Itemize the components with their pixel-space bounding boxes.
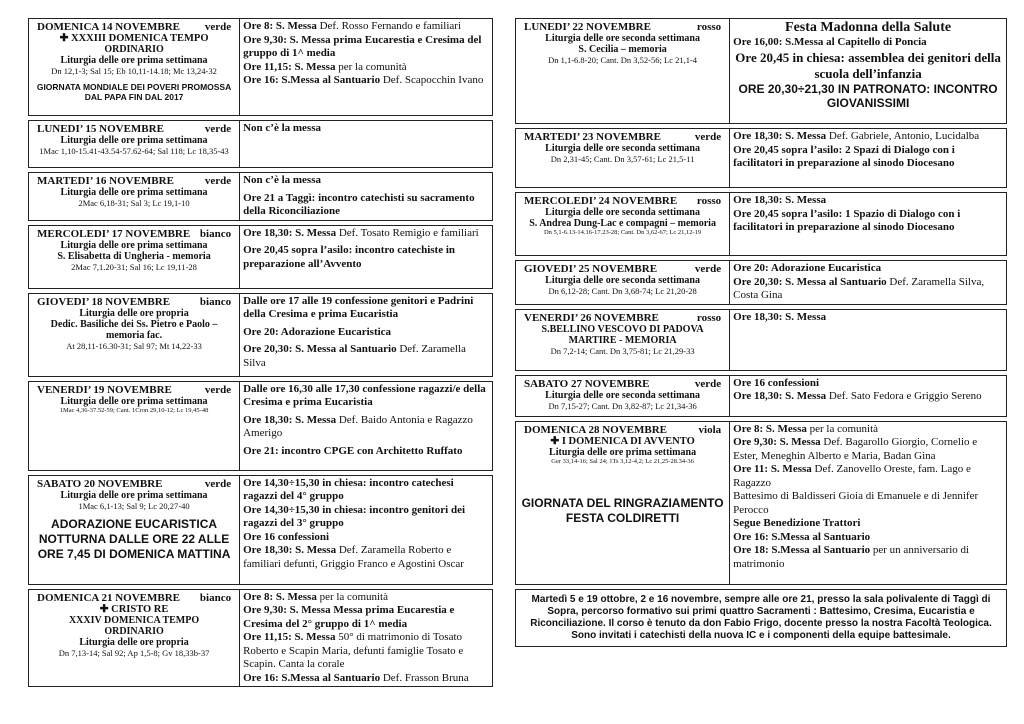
feast-line: S.BELLINO VESCOVO DI PADOVA bbox=[541, 323, 704, 335]
day-title: VENERDI’ 26 NOVEMBRE bbox=[524, 311, 659, 324]
event-detail: 50° di matrimonio di Tosato Roberto e Scapin Maria, defunti famiglie Tosato e Scapin. Canta la corale bbox=[243, 631, 464, 670]
event-highlight: Ore 18,30: S. Messa bbox=[243, 544, 337, 556]
day-cell bbox=[29, 173, 240, 220]
liturgical-color: rosso bbox=[696, 311, 722, 324]
day-row bbox=[515, 192, 1007, 256]
liturgical-color: verde bbox=[204, 477, 232, 490]
day-title: MARTEDI’ 23 NOVEMBRE bbox=[524, 131, 661, 143]
event-item bbox=[733, 262, 1003, 276]
liturgical-color: bianco bbox=[199, 295, 232, 308]
event-item bbox=[733, 517, 1003, 531]
event-detail: Def. Bagarollo Giorgio, Cornelio e Ester, Meneghin Alberto e Maria, Badan Gina bbox=[733, 436, 978, 462]
event-detail: Def. Zanovello Oreste, fam. Lago e Ragazzo bbox=[733, 463, 971, 489]
event-highlight: Ore 20,45 sopra l’asilo: 1 Spazio di Dialogo con i facilitatori in preparazione al sinodo Diocesano bbox=[733, 207, 961, 233]
readings: Dn 5,1-6.13-14.16-17.23-28; Cant. Dn 3,62-67; Lc 21,12-19 bbox=[543, 229, 702, 236]
events-cell bbox=[730, 376, 1006, 416]
events-title: Festa Madonna della Salute bbox=[785, 20, 952, 35]
event-highlight: Ore 8: S. Messa bbox=[243, 590, 317, 603]
day-row bbox=[28, 293, 493, 377]
event-item bbox=[243, 604, 489, 631]
event-highlight: Ore 16 confessioni bbox=[243, 530, 330, 543]
event-item bbox=[243, 591, 489, 605]
special-note: FESTA COLDIRETTI bbox=[565, 510, 680, 525]
event-highlight: ORE 20,30÷21,30 IN PATRONATO: INCONTRO GIOVANISSIMI bbox=[738, 81, 998, 110]
event-item bbox=[243, 326, 489, 340]
liturgical-color: bianco bbox=[199, 227, 232, 240]
feast-line: XXXIV DOMENICA TEMPO bbox=[68, 614, 200, 626]
event-detail: Def. Sato Fedora e Griggio Sereno bbox=[826, 390, 982, 402]
events-cell bbox=[240, 19, 492, 115]
right-column bbox=[515, 18, 1007, 647]
day-header bbox=[520, 195, 725, 207]
event-item bbox=[733, 50, 1003, 82]
event-item bbox=[733, 36, 1003, 50]
day-header bbox=[520, 378, 725, 390]
events-cell bbox=[730, 422, 1006, 584]
events-cell bbox=[730, 193, 1006, 255]
event-detail: Def. Zaramella Silva, Costa Gina bbox=[733, 275, 985, 301]
day-title: MARTEDI’ 16 NOVEMBRE bbox=[37, 175, 174, 187]
event-item bbox=[243, 477, 489, 504]
readings: Dn 7,13-14; Sal 92; Ap 1,5-8; Gv 18,33b-37 bbox=[58, 647, 210, 658]
events-cell bbox=[240, 121, 492, 167]
special-note: GIORNATA DEL RINGRAZIAMENTO bbox=[521, 495, 724, 510]
event-highlight: Ore 9,30: S. Messa Messa prima Eucarestia e Cresima del 2° gruppo di 1^ media bbox=[243, 604, 455, 630]
readings: Dn 7,2-14; Cant. Dn 3,75-81; Lc 21,29-33 bbox=[550, 345, 695, 356]
day-title: DOMENICA 21 NOVEMBRE bbox=[37, 591, 181, 604]
event-highlight: Ore 18,30: S. Messa bbox=[243, 413, 337, 426]
event-item bbox=[243, 631, 489, 672]
day-title: LUNEDI’ 22 NOVEMBRE bbox=[524, 21, 651, 33]
day-row bbox=[28, 225, 493, 289]
liturgical-color: rosso bbox=[696, 21, 722, 33]
event-highlight: Ore 9,30: S. Messa bbox=[733, 436, 821, 448]
event-highlight: Ore 20,30: S. Messa al Santuario bbox=[733, 275, 887, 288]
events-cell bbox=[240, 590, 492, 687]
day-header bbox=[33, 175, 235, 187]
feast-line: S. Elisabetta di Ungheria - memoria bbox=[57, 250, 211, 262]
day-title: LUNEDI’ 15 NOVEMBRE bbox=[37, 123, 164, 135]
event-highlight: Ore 11,15: S. Messa bbox=[243, 631, 336, 643]
liturgy-line: Liturgia delle ore seconda settimana bbox=[545, 389, 700, 401]
day-cell bbox=[516, 129, 730, 187]
events-cell bbox=[240, 226, 492, 288]
liturgical-color: verde bbox=[694, 377, 722, 390]
event-item bbox=[243, 383, 489, 410]
day-header bbox=[520, 424, 725, 436]
event-item bbox=[733, 423, 1003, 437]
day-cell bbox=[29, 19, 240, 115]
liturgy-line: Liturgia delle ore propria bbox=[79, 307, 189, 319]
day-row bbox=[28, 172, 493, 221]
day-cell bbox=[516, 310, 730, 370]
day-cell bbox=[29, 121, 240, 167]
special-note: GIORNATA MONDIALE DEI POVERI PROMOSSA DAL PAPA FIN DAL 2017 bbox=[36, 82, 232, 102]
readings: 1Mac 6,1-13; Sal 9; Lc 20,27-40 bbox=[78, 500, 190, 511]
footer-note: Martedì 5 e 19 ottobre, 2 e 16 novembre, sempre alle ore 21, presso la sala polivalente di Taggì di Sopra, percorso formativo sui primi quattro Sacramenti : Battesimo, Cresima, Eucaristia e Riconciliazione. Il corso è tenuto da don Fabio Frigo, docente presso la nostra Facoltà Teologica. Sono invitati i catechisti della nuova IC e i componenti della equipe battesimale. bbox=[515, 589, 1007, 647]
event-item bbox=[243, 531, 489, 545]
feast-line: ORDINARIO bbox=[104, 44, 164, 55]
event-item bbox=[243, 504, 489, 531]
event-highlight: Ore 16: S.Messa al Santuario bbox=[733, 530, 871, 543]
event-detail: Def. Zaramella Roberto e familiari defunti, Griggio Franco e Agostini Oscar bbox=[243, 544, 464, 570]
event-highlight: Ore 20,30: S. Messa al Santuario bbox=[243, 343, 397, 355]
event-highlight: Ore 20,45 in chiesa: assemblea dei genitori della scuola dell’infanzia bbox=[735, 49, 1001, 81]
feast-line: ORDINARIO bbox=[104, 625, 164, 637]
liturgy-line: Liturgia delle ore prima settimana bbox=[60, 489, 208, 501]
event-highlight: Ore 21: incontro CPGE con Architetto Ruffato bbox=[243, 444, 463, 457]
event-item bbox=[733, 208, 1003, 235]
readings: 1Mac 4,36-37.52-59; Cant. 1Cron 29,10-12; Lc 19,45-48 bbox=[59, 406, 209, 414]
day-cell bbox=[516, 422, 730, 584]
event-item bbox=[243, 343, 489, 370]
day-title: GIOVEDI’ 18 NOVEMBRE bbox=[37, 295, 171, 308]
day-title: DOMENICA 14 NOVEMBRE bbox=[37, 21, 181, 33]
event-highlight: Ore 20,45 sopra l’asilo: 2 Spazi di Dialogo con i facilitatori in preparazione al sinodo Diocesano bbox=[733, 143, 955, 169]
event-highlight: Ore 18,30: S. Messa bbox=[733, 194, 827, 206]
liturgy-line: Liturgia delle ore propria bbox=[79, 636, 189, 648]
events-cell bbox=[240, 173, 492, 220]
event-detail: Def. Zaramella Silva bbox=[243, 343, 466, 369]
day-row bbox=[28, 589, 493, 688]
event-highlight: Ore 20,45 sopra l’asilo: incontro catechiste in preparazione all’Avvento bbox=[243, 244, 456, 270]
day-cell bbox=[516, 193, 730, 255]
event-item bbox=[733, 544, 1003, 571]
event-highlight: Ore 18: S.Messa al Santuario bbox=[733, 544, 871, 556]
event-detail: Def. Tosato Remigio e familiari bbox=[336, 226, 479, 239]
event-item bbox=[243, 20, 489, 34]
readings: 1Mac 1,10-15.41-43.54-57.62-64; Sal 118; Lc 18,35-43 bbox=[39, 146, 229, 156]
day-row bbox=[28, 381, 493, 471]
readings: Dn 7,15-27; Cant. Dn 3,82-87; Lc 21,34-36 bbox=[548, 400, 697, 411]
event-detail: Def. Gabriele, Antonio, Lucidalba bbox=[826, 130, 980, 142]
event-highlight: Ore 14,30÷15,30 in chiesa: incontro genitori dei ragazzi del 3° gruppo bbox=[243, 503, 466, 529]
day-header bbox=[33, 228, 235, 240]
day-cell bbox=[29, 294, 240, 376]
event-highlight: Non c’è la messa bbox=[243, 174, 321, 186]
event-highlight: Ore 16,00: S.Messa al Capitello di Poncia bbox=[733, 36, 927, 48]
event-item bbox=[733, 144, 1003, 171]
liturgical-color: verde bbox=[204, 123, 232, 135]
liturgy-line: Liturgia delle ore seconda settimana bbox=[545, 33, 700, 44]
day-header bbox=[33, 21, 235, 33]
day-title: SABATO 20 NOVEMBRE bbox=[37, 477, 163, 490]
day-cell bbox=[29, 226, 240, 288]
special-note: ADORAZIONE EUCARISTICA NOTTURNA DALLE ORE 22 ALLE ORE 7,45 DI DOMENICA MATTINA bbox=[37, 516, 231, 561]
event-item bbox=[243, 544, 489, 571]
event-highlight: Dalle ore 17 alle 19 confessione genitori e Padrini della Cresima e prima Eucaristia bbox=[243, 294, 474, 320]
event-item bbox=[243, 227, 489, 241]
events-cell bbox=[240, 382, 492, 470]
liturgy-line: Liturgia delle ore prima settimana bbox=[549, 446, 697, 458]
event-item bbox=[733, 436, 1003, 463]
event-item bbox=[243, 244, 489, 271]
event-item bbox=[243, 174, 489, 188]
day-cell bbox=[29, 476, 240, 584]
readings: At 28,11-16.30-31; Sal 97; Mt 14,22-33 bbox=[66, 340, 202, 351]
event-highlight: Ore 8: S. Messa bbox=[243, 20, 317, 32]
event-detail: per la comunità bbox=[316, 590, 388, 603]
readings: Dn 1,1-6.8-20; Cant. Dn 3,52-56; Lc 21,1-4 bbox=[548, 55, 698, 65]
day-cell bbox=[516, 261, 730, 304]
feast-line: Dedic. Basiliche dei Ss. Pietro e Paolo – memoria fac. bbox=[50, 318, 218, 341]
event-item bbox=[243, 414, 489, 441]
liturgical-color: viola bbox=[698, 423, 722, 436]
day-title: GIOVEDI’ 25 NOVEMBRE bbox=[524, 263, 658, 275]
day-title: SABATO 27 NOVEMBRE bbox=[524, 377, 650, 390]
event-item bbox=[733, 311, 1003, 325]
readings: Ger 33,14-16; Sal 24; 1Ts 3,12-4,2; Lc 21,25-28.34-36 bbox=[551, 457, 694, 465]
liturgy-line: Liturgia delle ore prima settimana bbox=[60, 239, 208, 251]
event-detail: Def. Frasson Bruna bbox=[380, 671, 469, 684]
events-cell bbox=[730, 19, 1006, 123]
liturgy-line: Liturgia delle ore prima settimana bbox=[60, 55, 208, 66]
event-highlight: Ore 20: Adorazione Eucaristica bbox=[243, 325, 392, 338]
feast-line: S. Andrea Dung-Lac e compagni – memoria bbox=[529, 218, 716, 229]
event-highlight: Ore 20: Adorazione Eucaristica bbox=[733, 262, 882, 274]
readings: 2Mac 7,1.20-31; Sal 16; Lc 19,11-28 bbox=[71, 261, 197, 272]
day-title: VENERDI’ 19 NOVEMBRE bbox=[37, 383, 172, 396]
feast-line: S. Cecilia – memoria bbox=[578, 44, 667, 55]
event-item bbox=[733, 490, 1003, 517]
event-detail: Battesimo di Baldisseri Gioia di Emanuele e di Jennifer Perocco bbox=[733, 490, 979, 516]
day-header bbox=[520, 312, 725, 324]
feast-line: MARTIRE - MEMORIA bbox=[568, 334, 677, 346]
day-row bbox=[515, 260, 1007, 305]
liturgy-line: Liturgia delle ore prima settimana bbox=[60, 135, 208, 146]
day-row bbox=[515, 421, 1007, 585]
liturgical-color: verde bbox=[204, 21, 232, 33]
day-title: DOMENICA 28 NOVEMBRE bbox=[524, 423, 668, 436]
event-highlight: Ore 18,30: S. Messa bbox=[243, 226, 337, 239]
day-row bbox=[515, 375, 1007, 417]
events-cell bbox=[240, 476, 492, 584]
event-highlight: Ore 18,30: S. Messa bbox=[733, 310, 827, 323]
event-highlight: Dalle ore 16,30 alle 17,30 confessione ragazzi/e della Cresima e prima Eucaristia bbox=[243, 382, 486, 408]
event-detail: Def. Scapocchin Ivano bbox=[380, 74, 484, 86]
event-highlight: Ore 18,30: S. Messa bbox=[733, 390, 827, 402]
day-header bbox=[33, 296, 235, 308]
liturgy-line: Liturgia delle ore seconda settimana bbox=[545, 143, 700, 154]
event-highlight: Segue Benedizione Trattori bbox=[733, 517, 861, 529]
event-detail: per la comunità bbox=[806, 422, 879, 435]
feast-line: ✚ I DOMENICA DI AVVENTO bbox=[550, 435, 695, 447]
events-cell bbox=[730, 310, 1006, 370]
event-highlight: Ore 21 a Taggì: incontro catechisti su sacramento della Riconciliazione bbox=[243, 191, 475, 217]
event-highlight: Ore 8: S. Messa bbox=[733, 422, 807, 435]
event-item bbox=[243, 672, 489, 686]
day-row bbox=[515, 128, 1007, 188]
event-highlight: Ore 11: S. Messa bbox=[733, 463, 812, 475]
event-highlight: Ore 11,15: S. Messa bbox=[243, 60, 336, 73]
feast-line: ✚ XXXIII DOMENICA TEMPO bbox=[59, 33, 209, 44]
liturgical-color: bianco bbox=[199, 591, 232, 604]
event-item bbox=[243, 192, 489, 219]
left-column bbox=[28, 18, 493, 691]
feast-line: ✚ CRISTO RE bbox=[99, 603, 169, 615]
event-detail: per un anniversario di matrimonio bbox=[733, 544, 970, 570]
event-highlight: Ore 16: S.Messa al Santuario bbox=[243, 671, 381, 684]
day-header bbox=[33, 384, 235, 396]
day-title: MERCOLEDI’ 17 NOVEMBRE bbox=[37, 227, 191, 240]
event-item bbox=[243, 445, 489, 459]
events-cell bbox=[730, 129, 1006, 187]
event-item bbox=[733, 82, 1003, 110]
event-highlight: Ore 18,30: S. Messa bbox=[733, 130, 827, 142]
event-detail: Def. Baido Antonia e Ragazzo Amerigo bbox=[243, 413, 473, 439]
day-header bbox=[520, 131, 725, 143]
event-item bbox=[243, 122, 489, 136]
event-item bbox=[243, 295, 489, 322]
day-row bbox=[28, 18, 493, 116]
events-cell bbox=[730, 261, 1006, 304]
event-highlight: Non c’è la messa bbox=[243, 122, 321, 134]
day-cell bbox=[29, 382, 240, 470]
readings: Dn 2,31-45; Cant. Dn 3,57-61; Lc 21,5-11 bbox=[550, 154, 695, 164]
day-cell bbox=[29, 590, 240, 687]
day-header bbox=[33, 592, 235, 604]
day-header bbox=[520, 263, 725, 275]
day-header bbox=[520, 21, 725, 33]
readings: Dn 6,12-28; Cant. Dn 3,68-74; Lc 21,20-28 bbox=[548, 286, 697, 296]
event-item bbox=[733, 276, 1003, 303]
day-row bbox=[28, 120, 493, 168]
day-row bbox=[515, 309, 1007, 371]
event-item bbox=[733, 194, 1003, 208]
liturgy-line: Liturgia delle ore seconda settimana bbox=[545, 275, 700, 286]
event-item bbox=[733, 463, 1003, 490]
liturgical-color: verde bbox=[204, 175, 232, 187]
event-item bbox=[243, 61, 489, 75]
event-highlight: Ore 16: S.Messa al Santuario bbox=[243, 74, 381, 86]
day-title: MERCOLEDI’ 24 NOVEMBRE bbox=[524, 195, 678, 207]
liturgical-color: rosso bbox=[696, 195, 722, 207]
day-header bbox=[33, 478, 235, 490]
day-header bbox=[33, 123, 235, 135]
right-rows bbox=[515, 18, 1007, 585]
event-item bbox=[733, 130, 1003, 144]
event-highlight: Ore 14,30÷15,30 in chiesa: incontro catechesi ragazzi del 4° gruppo bbox=[243, 476, 454, 502]
readings: Dn 12,1-3; Sal 15; Eb 10,11-14.18; Mc 13,24-32 bbox=[51, 66, 217, 76]
liturgy-line: Liturgia delle ore seconda settimana bbox=[545, 207, 700, 218]
liturgy-line: Liturgia delle ore prima settimana bbox=[60, 395, 208, 407]
liturgy-line: Liturgia delle ore prima settimana bbox=[60, 187, 208, 198]
event-item bbox=[733, 531, 1003, 545]
day-row bbox=[515, 18, 1007, 124]
day-cell bbox=[516, 19, 730, 123]
day-cell bbox=[516, 376, 730, 416]
liturgical-color: verde bbox=[694, 131, 722, 143]
liturgical-color: verde bbox=[694, 263, 722, 275]
readings: 2Mac 6,18-31; Sal 3; Lc 19,1-10 bbox=[78, 198, 190, 208]
day-row bbox=[28, 475, 493, 585]
event-item bbox=[733, 377, 1003, 391]
event-item bbox=[243, 74, 489, 88]
event-detail: per la comunità bbox=[335, 60, 407, 73]
event-item bbox=[733, 390, 1003, 404]
events-cell bbox=[240, 294, 492, 376]
event-highlight: Ore 16 confessioni bbox=[733, 376, 820, 389]
event-detail: Def. Rosso Fernando e familiari bbox=[316, 20, 462, 32]
event-highlight: Ore 9,30: S. Messa prima Eucarestia e Cresima del gruppo di 1^ media bbox=[243, 33, 482, 59]
liturgical-color: verde bbox=[204, 383, 232, 396]
event-item bbox=[243, 34, 489, 61]
